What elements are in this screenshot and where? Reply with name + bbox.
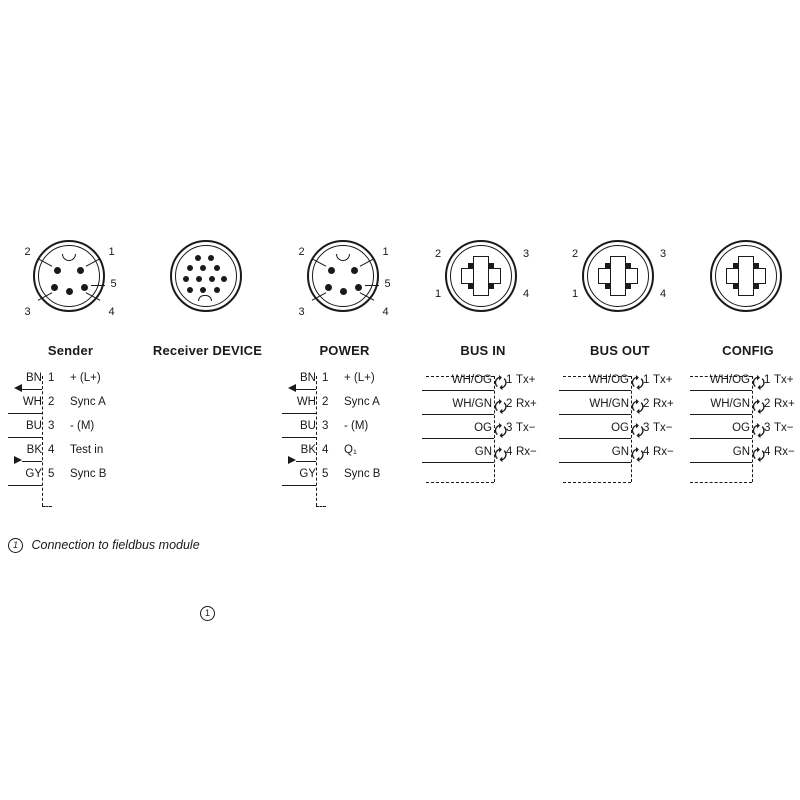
signal-direction-arrow xyxy=(288,384,296,392)
connector-pin xyxy=(754,263,759,268)
m12-connector-face-sender xyxy=(24,240,117,318)
wire-code: OG xyxy=(732,422,750,434)
contact-symbol: 🗘 xyxy=(494,447,508,464)
wire-code: GY xyxy=(299,468,316,480)
connector-pin xyxy=(77,267,84,274)
contact-symbol: 🗘 xyxy=(631,399,645,416)
signal-name: Rx− xyxy=(774,446,795,458)
wiring-row xyxy=(559,444,679,468)
wire-code: OG xyxy=(611,422,629,434)
connector-pin xyxy=(54,267,61,274)
signal-name: - (M) xyxy=(70,420,95,432)
connector-pin xyxy=(187,265,193,271)
connector-pin xyxy=(183,276,189,282)
connector-pin xyxy=(733,263,738,268)
wiring-table-bus-out xyxy=(559,372,679,468)
pin-number: 2 xyxy=(764,398,771,410)
signal-name: Rx+ xyxy=(774,398,795,410)
contact-symbol: 🗘 xyxy=(752,375,766,392)
connector-cross-keyway xyxy=(726,256,766,296)
pin-number: 1 xyxy=(382,246,389,258)
wiring-row xyxy=(422,396,542,420)
wiring-row xyxy=(282,444,412,468)
connector-pin xyxy=(733,284,738,289)
signal-name: + (L+) xyxy=(70,372,101,384)
connector-pin xyxy=(355,284,362,291)
wiring-row xyxy=(559,372,679,396)
pin-number: 1 xyxy=(108,246,115,258)
contact-symbol: 🗘 xyxy=(494,375,508,392)
terminal-boundary-bottom xyxy=(563,482,631,483)
connector-pin xyxy=(754,284,759,289)
wiring-table-bus-in xyxy=(422,372,542,468)
pin-number: 4 xyxy=(643,446,650,458)
wire-code: WH/OG xyxy=(709,374,750,386)
signal-name: Rx+ xyxy=(653,398,674,410)
connector-title-config: CONFIG xyxy=(722,343,774,358)
wire-code: WH/OG xyxy=(451,374,492,386)
wire-code: BU xyxy=(26,420,42,432)
wire-code: WH xyxy=(296,396,316,408)
connector-group-sender xyxy=(8,240,133,358)
pin-number: 3 xyxy=(48,420,55,432)
connector-title-receiver-device: Receiver DEVICE xyxy=(152,343,263,358)
pin-number: 4 xyxy=(523,288,530,300)
wire-code: WH/GN xyxy=(710,398,750,410)
contact-symbol: 🗘 xyxy=(631,447,645,464)
pin-number: 4 xyxy=(764,446,771,458)
wiring-row xyxy=(8,420,138,444)
contact-symbol: 🗘 xyxy=(752,447,766,464)
pin-number: 1 xyxy=(572,288,579,300)
wire-code: BN xyxy=(300,372,316,384)
circled-number: 1 xyxy=(200,606,215,621)
connector-pin xyxy=(214,287,220,293)
wiring-row xyxy=(8,396,138,420)
pin-number: 1 xyxy=(435,288,442,300)
terminal-boundary-bottom xyxy=(690,482,752,483)
pin-number: 3 xyxy=(298,306,305,318)
signal-name: Rx− xyxy=(516,446,537,458)
signal-name: - (M) xyxy=(344,420,369,432)
wiring-table-config xyxy=(690,372,800,468)
connector-pin xyxy=(195,255,201,261)
signal-name: Sync A xyxy=(70,396,106,408)
pin-number: 2 xyxy=(572,248,579,260)
wire-code: BU xyxy=(300,420,316,432)
rj45-connector-face-bus-in xyxy=(435,240,530,316)
wiring-row xyxy=(282,396,412,420)
pin-number: 2 xyxy=(298,246,305,258)
wiring-row xyxy=(422,420,542,444)
connector-pin xyxy=(209,276,215,282)
connector-pin xyxy=(325,284,332,291)
pin-number: 3 xyxy=(523,248,530,260)
signal-name: Rx− xyxy=(653,446,674,458)
wire-code: WH/OG xyxy=(588,374,629,386)
signal-name: Sync B xyxy=(70,468,107,480)
signal-direction-arrow xyxy=(288,456,296,464)
connector-pin xyxy=(214,265,220,271)
pin-number: 3 xyxy=(764,422,771,434)
signal-name: Tx+ xyxy=(774,374,794,386)
pin-number: 3 xyxy=(322,420,329,432)
rj45-connector-face-config xyxy=(710,240,786,316)
pin-number: 2 xyxy=(48,396,55,408)
wiring-row xyxy=(559,396,679,420)
connector-pin xyxy=(221,276,227,282)
connector-pin xyxy=(468,284,473,289)
m12-connector-face-power xyxy=(298,240,391,318)
wire-code: GN xyxy=(474,446,492,458)
wiring-row xyxy=(690,372,800,396)
connector-pin xyxy=(605,263,610,268)
pin-number: 5 xyxy=(110,278,117,290)
connector-pin xyxy=(208,255,214,261)
pin-leader-line xyxy=(365,285,379,286)
signal-name: Tx+ xyxy=(516,374,536,386)
signal-name: Tx− xyxy=(516,422,536,434)
footnote xyxy=(8,538,200,553)
signal-name: Rx+ xyxy=(516,398,537,410)
pin-number: 3 xyxy=(660,248,667,260)
connector-pin xyxy=(187,287,193,293)
connector-cross-keyway xyxy=(461,256,501,296)
connector-pin xyxy=(626,263,631,268)
connector-pin xyxy=(489,284,494,289)
wiring-row xyxy=(559,420,679,444)
connector-group-receiver-device xyxy=(150,240,265,618)
receiver-footnote-marker xyxy=(150,606,265,621)
signal-name: Tx+ xyxy=(653,374,673,386)
pin-number: 4 xyxy=(506,446,513,458)
terminal-boundary-foot xyxy=(42,506,52,507)
wiring-row xyxy=(422,444,542,468)
wiring-row xyxy=(690,420,800,444)
connector-title-bus-in: BUS IN xyxy=(460,343,506,358)
footnote-text: Connection to fieldbus module xyxy=(31,538,200,552)
wire-code: BK xyxy=(26,444,42,456)
pin-number: 1 xyxy=(322,372,329,384)
connector-pin xyxy=(351,267,358,274)
terminal-boundary-bottom xyxy=(426,482,494,483)
wiring-row xyxy=(282,372,412,396)
contact-symbol: 🗘 xyxy=(752,423,766,440)
rj45-connector-face-bus-out xyxy=(572,240,667,316)
pin-number: 5 xyxy=(48,468,55,480)
signal-name: Test in xyxy=(70,444,104,456)
pin-number: 3 xyxy=(24,306,31,318)
connector-pin xyxy=(81,284,88,291)
signal-name: Sync B xyxy=(344,468,381,480)
pin-number: 4 xyxy=(48,444,55,456)
contact-symbol: 🗘 xyxy=(752,399,766,416)
wiring-table-power xyxy=(282,372,412,492)
connector-group-bus-out xyxy=(565,240,675,358)
wire-code: OG xyxy=(474,422,492,434)
connector-title-sender: Sender xyxy=(47,343,94,358)
pin-number: 2 xyxy=(506,398,513,410)
wiring-row xyxy=(422,372,542,396)
wire-code: GN xyxy=(732,446,750,458)
wire-code: BN xyxy=(26,372,42,384)
pin-number: 5 xyxy=(384,278,391,290)
signal-name: Sync A xyxy=(344,396,380,408)
wiring-table-sender xyxy=(8,372,138,492)
pin-number: 2 xyxy=(322,396,329,408)
wire-code: BK xyxy=(300,444,316,456)
wiring-row xyxy=(282,420,412,444)
circled-number: 1 xyxy=(8,538,23,553)
signal-name: Q₁ xyxy=(344,444,357,456)
pin-number: 1 xyxy=(48,372,55,384)
wiring-row xyxy=(8,468,138,492)
contact-symbol: 🗘 xyxy=(631,423,645,440)
connector-pin xyxy=(489,263,494,268)
contact-symbol: 🗘 xyxy=(494,423,508,440)
wiring-row xyxy=(8,372,138,396)
connector-pin xyxy=(328,267,335,274)
pin-leader-line xyxy=(91,285,105,286)
pin-number: 2 xyxy=(24,246,31,258)
wire-code: GY xyxy=(25,468,42,480)
connector-pin xyxy=(340,288,347,295)
contact-symbol: 🗘 xyxy=(631,375,645,392)
connector-cross-keyway xyxy=(598,256,638,296)
wire-code: GN xyxy=(611,446,629,458)
pin-number: 1 xyxy=(764,374,771,386)
pin-number: 1 xyxy=(506,374,513,386)
pin-number: 1 xyxy=(643,374,650,386)
pin-number: 4 xyxy=(382,306,389,318)
pin-number: 5 xyxy=(322,468,329,480)
signal-direction-arrow xyxy=(14,384,22,392)
connector-title-bus-out: BUS OUT xyxy=(590,343,650,358)
connector-pin xyxy=(200,265,206,271)
signal-name: Tx− xyxy=(653,422,673,434)
connector-pin xyxy=(468,263,473,268)
terminal-boundary-foot xyxy=(316,506,326,507)
wiring-row xyxy=(690,444,800,468)
connector-pin xyxy=(66,288,73,295)
connector-pin xyxy=(605,284,610,289)
signal-name: Tx− xyxy=(774,422,794,434)
connector-group-power xyxy=(282,240,407,358)
pin-number: 4 xyxy=(108,306,115,318)
pin-number: 3 xyxy=(506,422,513,434)
pin-number: 4 xyxy=(660,288,667,300)
wiring-row xyxy=(282,468,412,492)
connector-pin xyxy=(51,284,58,291)
connector-group-config xyxy=(700,240,796,358)
wire-code: WH/GN xyxy=(452,398,492,410)
connector-title-power: POWER xyxy=(319,343,370,358)
multipin-connector-face-receiver xyxy=(170,240,246,316)
connector-group-bus-in xyxy=(428,240,538,358)
pin-number: 4 xyxy=(322,444,329,456)
signal-name: + (L+) xyxy=(344,372,375,384)
connector-pin xyxy=(196,276,202,282)
contact-symbol: 🗘 xyxy=(494,399,508,416)
connector-keyway xyxy=(198,295,212,301)
connector-pin xyxy=(626,284,631,289)
pin-number: 2 xyxy=(643,398,650,410)
wire-code: WH/GN xyxy=(589,398,629,410)
wiring-row xyxy=(690,396,800,420)
wire-code: WH xyxy=(22,396,42,408)
wiring-row xyxy=(8,444,138,468)
pin-number: 2 xyxy=(435,248,442,260)
pin-number: 3 xyxy=(643,422,650,434)
signal-direction-arrow xyxy=(14,456,22,464)
connector-pin xyxy=(200,287,206,293)
